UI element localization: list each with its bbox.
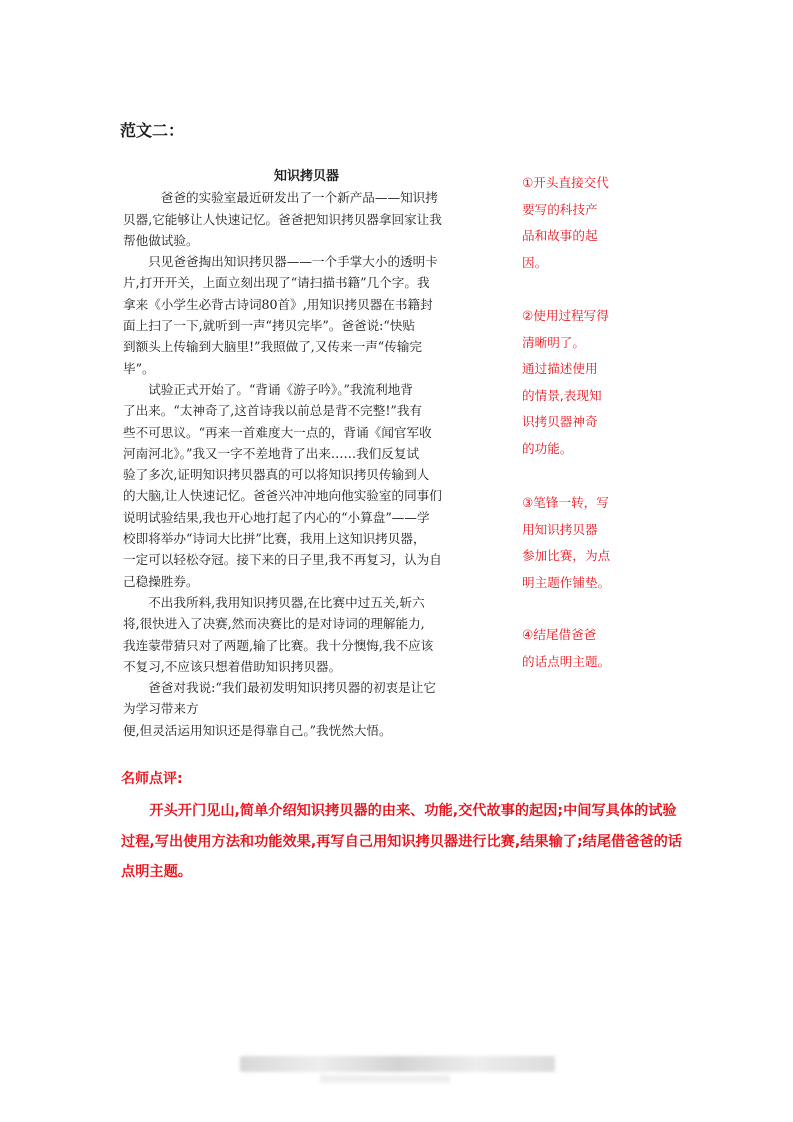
essay-paragraph: 爸爸对我说:“我们最初发明知识拷贝器的初衷是让它 为学习带来方 便,但灵活运用知识还是得靠自己。”我恍然大悟。	[123, 680, 436, 738]
annotation-1: ①开头直接交代 要写的科技产 品和故事的起 因。	[522, 175, 609, 270]
essay	[123, 166, 490, 741]
review-label: 名师点评:	[121, 771, 183, 787]
annotation-2: ②使用过程写得 清晰明了。 通过描述使用 的情景,表现知 识拷贝器神奇 的功能。	[522, 308, 609, 456]
essay-paragraph: 不出我所料,我用知识拷贝器,在比赛中过五关,斩六 将,很快进入了决赛,然而决赛比的是对诗词的理解能力, 我连蒙带猜只对了两题,输了比赛。我十分懊悔,我不应该 不复习,不应该只想着借助知识拷贝器。	[123, 594, 434, 674]
review-text: 开头开门见山,简单介绍知识拷贝器的由来、功能,交代故事的起因;中间写具体的试验过程,写出使用方法和功能效果,再写自己用知识拷贝器进行比赛,结果输了;结尾借爸爸的话点明主题。	[121, 803, 682, 880]
blurred-footer	[240, 1056, 555, 1072]
blurred-footer-sub	[320, 1075, 450, 1083]
essay-title: 知识拷贝器	[273, 169, 339, 184]
section-heading: 范文二：	[120, 121, 185, 140]
essay-paragraph: 只见爸爸掏出知识拷贝器——一个手掌大小的透明卡 片,打开开关，上面立刻出现了“请扫描书籍”几个字。我 拿来《小学生必背古诗词80首》,用知识拷贝器在书籍封 面上扫了一下,就听到一声“拷贝完毕”。爸爸说:“快贴 到额头上传输到大脑里!”我照做了,又传来一声“传输完 毕”。	[123, 254, 438, 376]
annotation-3: ③笔锋一转，写 用知识拷贝器 参加比赛，为点 明主题作铺垫。	[522, 495, 611, 590]
essay-paragraph: 试验正式开始了。“背诵《游子吟》。”我流利地背 了出来。“太神奇了,这首诗我以前总是背不完整!”我有 些不可思议。“再来一首难度大一点的，背诵《闻官军收 河南河北》。”我又一字不差地背了出来……我们反复试 验了多次,证明知识拷贝器真的可以将知识拷贝传输到人 的大脑,让人快速记忆。爸爸兴冲冲地向他实验室的同事们 说明试验结果,我也开心地打起了内心的“小算盘”——学 校即将举办“诗词大比拼”比赛，我用上这知识拷贝器， 一定可以轻松夺冠。接下来的日子里,我不再复习，认为自 己稳操胜券。	[123, 381, 442, 589]
annotation-4: ④结尾借爸爸 的话点明主题。	[522, 627, 611, 669]
essay-paragraph: 爸爸的实验室最近研发出了一个新产品——知识拷 贝器,它能够让人快速记忆。爸爸把知识拷贝器拿回家让我 帮他做试验。	[123, 190, 442, 248]
